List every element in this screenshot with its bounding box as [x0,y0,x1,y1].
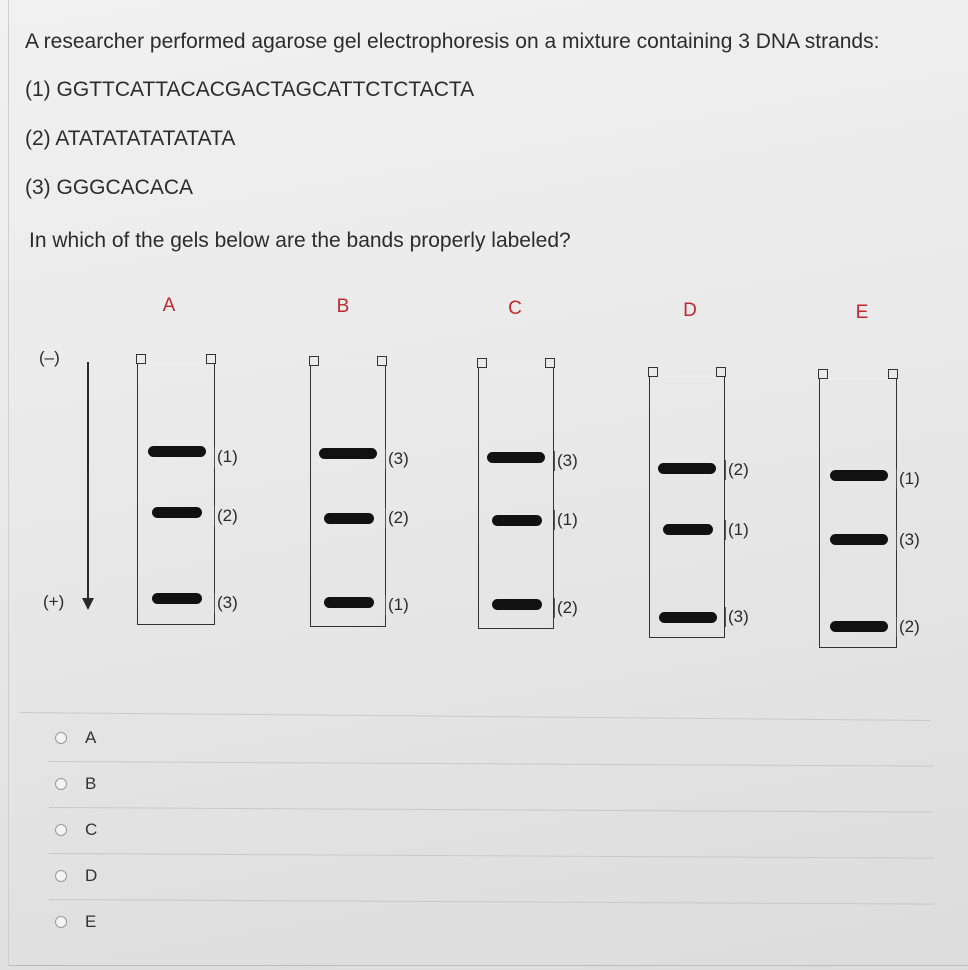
gel-e-label-1: (1) [896,469,922,489]
gel-a-label-3: (3) [214,593,240,613]
option-b-label: B [85,774,97,793]
gel-c-label-2: (1) [554,510,580,530]
gel-d-band-1 [658,463,716,474]
strand-2: (2) ATATATATATATATA [25,127,236,150]
gel-e-well-left [818,369,828,379]
gel-c-band-2 [492,515,542,526]
option-e-label: E [85,912,97,931]
gel-b-band-2 [324,513,374,524]
gel-letter-e: E [855,302,869,323]
strand-1: (1) GGTTCATTACACGACTAGCATTCTCTACTA [25,78,475,101]
radio-c[interactable] [55,824,67,836]
radio-d[interactable] [55,870,67,882]
gel-c-band-3 [492,599,542,610]
radio-a[interactable] [55,732,67,744]
gel-a-label-2: (2) [214,506,240,526]
gel-c-lane [478,367,554,629]
gel-d-label-3: (3) [725,607,751,627]
option-c-label: C [85,820,98,839]
gel-a-label-1: (1) [214,447,240,467]
option-d-label: D [85,866,98,885]
option-c[interactable] [39,807,939,853]
radio-e[interactable] [55,916,67,928]
option-b[interactable] [39,761,939,807]
gel-b-well-left [309,356,319,366]
migration-arrow [87,362,89,602]
strand-3: (3) GGGCACACA [25,176,194,199]
gel-c-band-1 [487,452,545,463]
gel-c-label-3: (2) [554,598,580,618]
gel-e-band-2 [830,534,888,545]
gel-a-well-left [136,354,146,364]
gel-c-label-1: (3) [554,451,580,471]
gel-d-lane [649,376,725,638]
gel-b-lane [310,365,386,627]
gel-b-label-3: (1) [385,595,411,615]
gel-letter-a: A [162,295,176,316]
arrow-head-icon [82,598,94,610]
option-e[interactable] [39,899,939,945]
question-prompt: In which of the gels below are the bands properly labeled? [29,229,571,252]
gel-b-band-3 [324,597,374,608]
gel-figure [9,280,968,680]
gel-d-band-2 [663,524,713,535]
option-a-label: A [85,728,97,747]
gel-b-band-1 [319,448,377,459]
gel-d-label-2: (1) [725,520,751,540]
gel-letter-b: B [336,296,350,317]
gel-a-well-right [206,354,216,364]
gel-c-well-left [477,358,487,368]
gel-e-label-2: (3) [896,530,922,550]
radio-b[interactable] [55,778,67,790]
question-intro: A researcher performed agarose gel electrophoresis on a mixture containing 3 DNA strands: [25,30,880,53]
gel-b-label-2: (2) [385,508,411,528]
gel-d-well-left [648,367,658,377]
gel-a-band-3 [152,593,202,604]
option-d[interactable] [39,853,939,899]
gel-e-lane [819,378,897,648]
gel-a-band-2 [152,507,202,518]
gel-a-lane [137,363,215,625]
gel-e-band-3 [830,621,888,632]
question-card [8,0,968,966]
negative-pole-label: (–) [39,348,60,367]
gel-d-well-right [716,367,726,377]
answer-options [39,715,939,945]
gel-e-label-3: (2) [896,617,922,637]
gel-b-label-1: (3) [385,449,411,469]
gel-a-band-1 [148,446,206,457]
option-a[interactable] [39,715,939,761]
gel-letter-d: D [683,300,697,321]
positive-pole-label: (+) [43,592,65,611]
gel-letter-c: C [508,298,522,319]
gel-e-well-right [888,369,898,379]
gel-b-well-right [377,356,387,366]
gel-d-band-3 [659,612,717,623]
gel-c-well-right [545,358,555,368]
gel-d-label-1: (2) [725,460,751,480]
gel-e-band-1 [830,470,888,481]
